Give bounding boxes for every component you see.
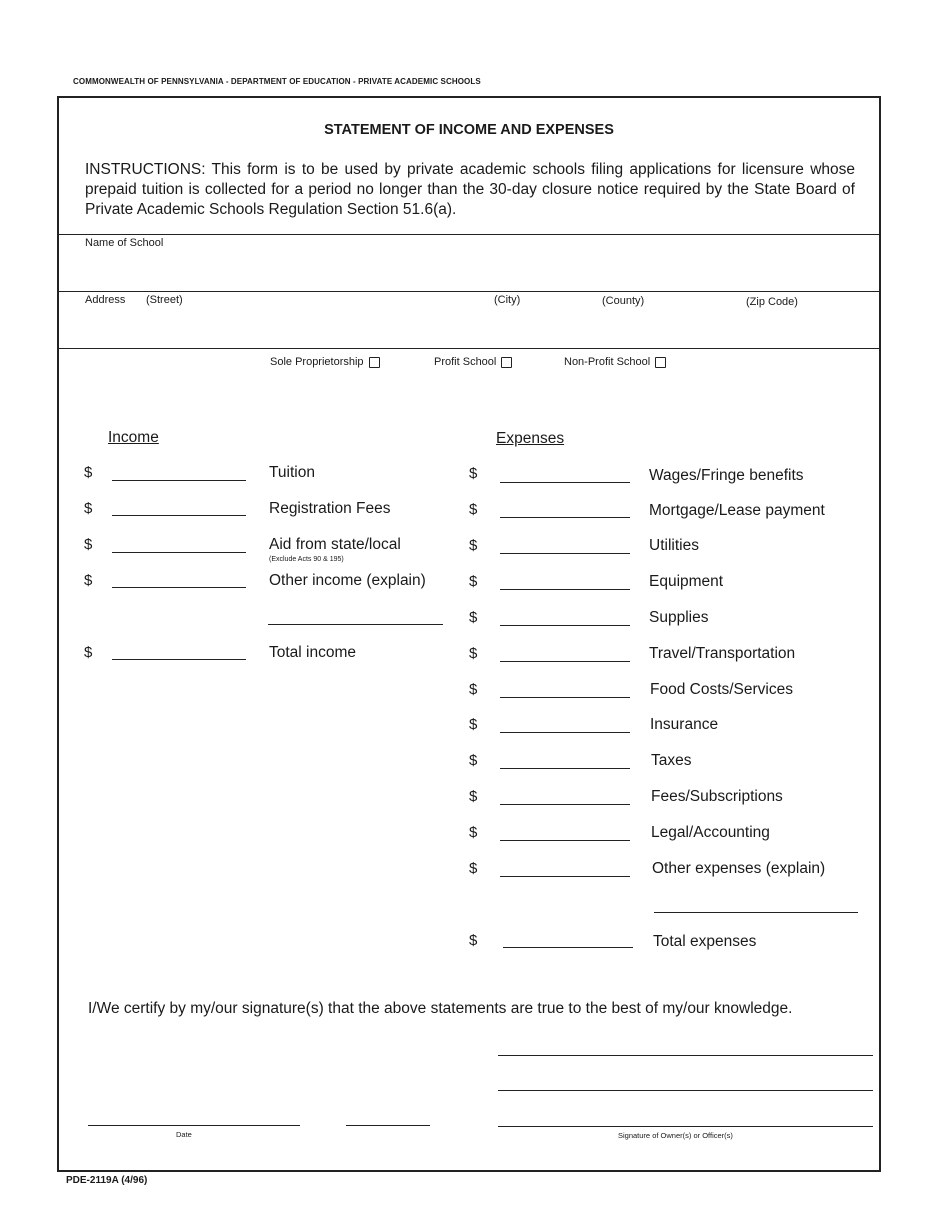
expense-label-taxes: Taxes	[651, 752, 692, 769]
taxes-amount-field[interactable]	[500, 768, 630, 769]
currency-symbol: $	[469, 609, 478, 626]
date-field[interactable]	[88, 1125, 300, 1126]
form-instructions: INSTRUCTIONS: This form is to be used by private academic schools filing applications for licensure whose prepaid tuition is collected for a period no longer than the 30-day closure notice required by the State Board of Private Academic Schools Regulation Section 51.6(a).	[85, 161, 855, 218]
expense-label-supplies: Supplies	[649, 609, 709, 626]
fees-amount-field[interactable]	[500, 804, 630, 805]
expenses-heading: Expenses	[496, 430, 565, 447]
signature-line[interactable]	[498, 1090, 873, 1091]
currency-symbol: $	[469, 681, 478, 698]
currency-symbol: $	[84, 500, 93, 517]
total-expenses-label: Total expenses	[653, 933, 757, 950]
expense-label-other: Other expenses (explain)	[652, 860, 826, 877]
profit-school-checkbox[interactable]	[501, 357, 512, 368]
income-heading: Income	[108, 429, 159, 446]
expense-label-travel: Travel/Transportation	[649, 645, 796, 662]
expense-label-utilities: Utilities	[649, 537, 699, 554]
travel-amount-field[interactable]	[500, 661, 630, 662]
income-label-registration-fees: Registration Fees	[269, 500, 391, 517]
street-label: (Street)	[146, 294, 183, 306]
city-label: (City)	[494, 294, 521, 306]
total-expenses-field[interactable]	[503, 947, 633, 948]
divider-school-name	[57, 291, 881, 292]
school-name-label: Name of School	[85, 237, 164, 249]
aid-amount-field[interactable]	[112, 552, 246, 553]
income-label-tuition: Tuition	[269, 464, 315, 481]
county-label: (County)	[602, 295, 645, 307]
other-income-explain-field[interactable]	[268, 624, 443, 625]
utilities-amount-field[interactable]	[500, 553, 630, 554]
address-field[interactable]	[85, 310, 865, 344]
currency-symbol: $	[469, 573, 478, 590]
expense-label-fees: Fees/Subscriptions	[651, 788, 783, 805]
currency-symbol: $	[84, 464, 93, 481]
signature-line[interactable]	[498, 1055, 873, 1056]
form-number: PDE-2119A (4/96)	[66, 1175, 148, 1186]
currency-symbol: $	[469, 932, 478, 949]
certification-statement: I/We certify by my/our signature(s) that the above statements are true to the best of my/our knowledge.	[88, 1000, 793, 1017]
insurance-amount-field[interactable]	[500, 732, 630, 733]
expense-label-insurance: Insurance	[650, 716, 719, 733]
currency-symbol: $	[469, 716, 478, 733]
checkbox-label: Non-Profit School	[564, 356, 651, 368]
form-title: STATEMENT OF INCOME AND EXPENSES	[324, 122, 614, 138]
currency-symbol: $	[469, 788, 478, 805]
legal-amount-field[interactable]	[500, 840, 630, 841]
signature-line[interactable]	[498, 1126, 873, 1127]
currency-symbol: $	[469, 645, 478, 662]
expense-label-legal: Legal/Accounting	[651, 824, 770, 841]
currency-symbol: $	[469, 465, 478, 482]
total-income-label: Total income	[269, 644, 357, 661]
other-expenses-explain-field[interactable]	[654, 912, 858, 913]
aid-note: (Exclude Acts 90 & 195)	[269, 556, 344, 563]
wages-amount-field[interactable]	[500, 482, 630, 483]
total-income-field[interactable]	[112, 659, 246, 660]
sole-proprietorship-checkbox[interactable]	[369, 357, 380, 368]
income-label-aid: Aid from state/local	[269, 536, 401, 553]
expense-label-equipment: Equipment	[649, 573, 724, 590]
agency-header: COMMONWEALTH OF PENNSYLVANIA - DEPARTMENT OF EDUCATION - PRIVATE ACADEMIC SCHOOLS	[73, 77, 481, 86]
date-label: Date	[176, 1130, 192, 1139]
non-profit-school-checkbox[interactable]	[655, 357, 666, 368]
address-label: Address	[85, 294, 126, 306]
checkbox-label: Sole Proprietorship	[270, 356, 364, 368]
expense-label-wages: Wages/Fringe benefits	[649, 467, 804, 484]
currency-symbol: $	[469, 860, 478, 877]
zip-code-label: (Zip Code)	[746, 296, 798, 308]
expense-label-food: Food Costs/Services	[650, 681, 793, 698]
registration-fees-amount-field[interactable]	[112, 515, 246, 516]
currency-symbol: $	[469, 752, 478, 769]
supplies-amount-field[interactable]	[500, 625, 630, 626]
currency-symbol: $	[469, 501, 478, 518]
food-amount-field[interactable]	[500, 697, 630, 698]
income-label-other: Other income (explain)	[269, 572, 426, 589]
currency-symbol: $	[84, 644, 93, 661]
non-profit-school-option[interactable]	[564, 356, 666, 368]
tuition-amount-field[interactable]	[112, 480, 246, 481]
currency-symbol: $	[469, 824, 478, 841]
date-year-field[interactable]	[346, 1125, 430, 1126]
currency-symbol: $	[84, 536, 93, 553]
school-name-field[interactable]	[85, 252, 865, 288]
other-income-amount-field[interactable]	[112, 587, 246, 588]
equipment-amount-field[interactable]	[500, 589, 630, 590]
other-expenses-amount-field[interactable]	[500, 876, 630, 877]
sole-proprietorship-option[interactable]	[270, 356, 380, 368]
profit-school-option[interactable]	[434, 356, 512, 368]
mortgage-amount-field[interactable]	[500, 517, 630, 518]
signature-label: Signature of Owner(s) or Officer(s)	[618, 1131, 733, 1140]
checkbox-label: Profit School	[434, 356, 497, 368]
divider-address	[57, 348, 881, 349]
currency-symbol: $	[469, 537, 478, 554]
currency-symbol: $	[84, 572, 93, 589]
divider-instructions	[57, 234, 881, 235]
expense-label-mortgage: Mortgage/Lease payment	[649, 502, 825, 519]
